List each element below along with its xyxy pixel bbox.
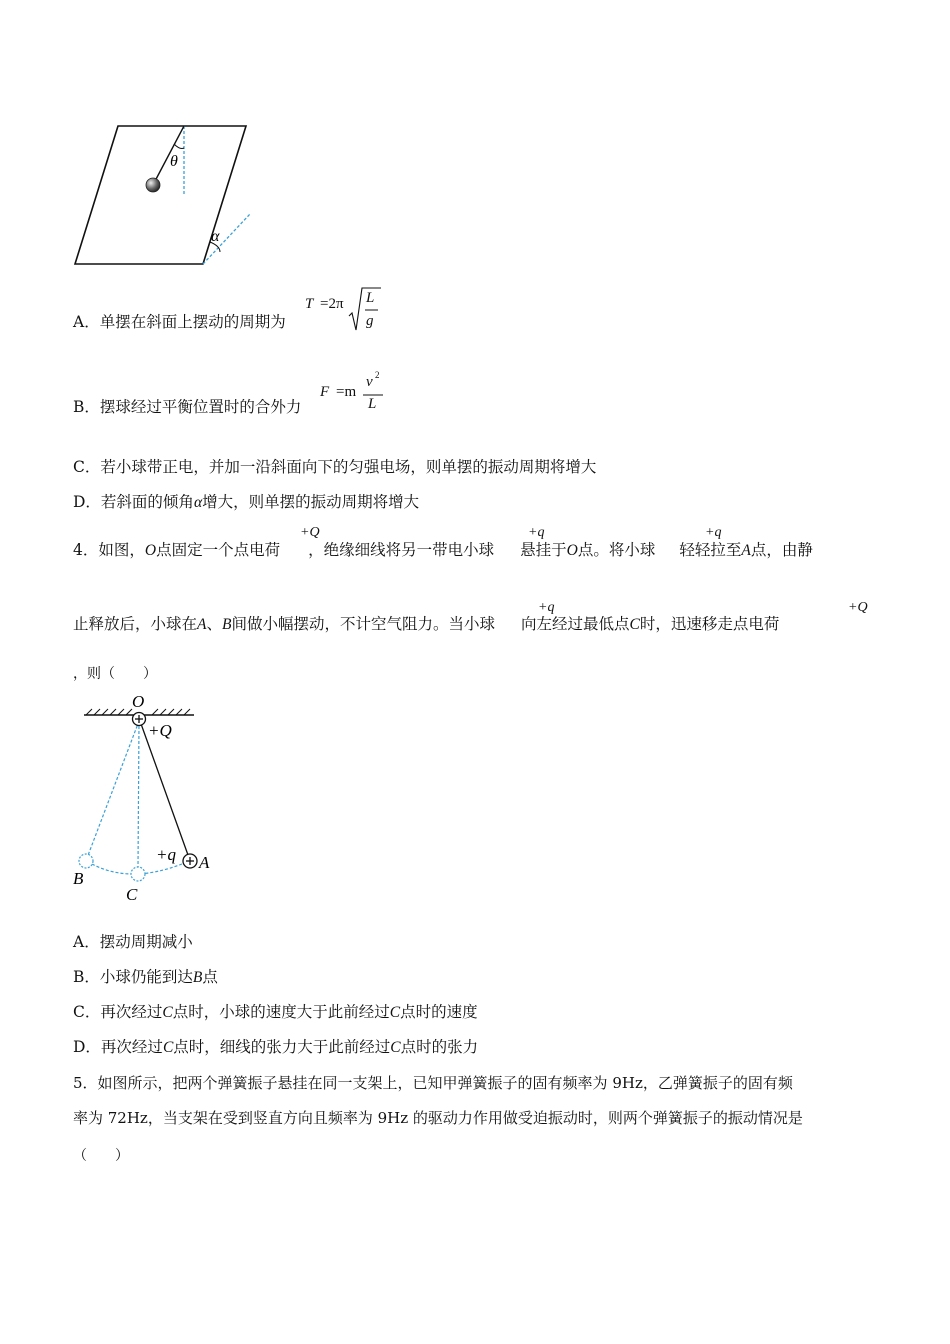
incline-pendulum-figure xyxy=(70,120,260,270)
pendulum-string xyxy=(154,126,184,183)
q5-line-3: （ ） xyxy=(73,1148,129,1164)
ball-at-c xyxy=(131,867,145,881)
charge-q-superscript-2: +q xyxy=(705,525,722,540)
ball-at-b xyxy=(79,854,93,868)
q4-line-1: 4．如图，O点固定一个点电荷 ，绝缘细线将另一带电小球 悬挂于O点。将小球 轻轻拉至A点，由静 xyxy=(73,541,813,559)
charge-q-ball xyxy=(183,854,197,868)
charge-q-superscript-1: +q xyxy=(528,525,545,540)
charge-q-superscript-3: +q xyxy=(538,600,555,615)
theta-arc xyxy=(174,144,184,149)
pendulum-bob xyxy=(146,178,160,192)
charged-pendulum-figure xyxy=(70,690,230,910)
formula-force: F =m v 2 L xyxy=(318,370,388,418)
charge-Q-superscript-2: +Q xyxy=(848,600,868,615)
label-c: C xyxy=(126,885,138,904)
label-a: A xyxy=(199,853,210,872)
q3-option-d: D．若斜面的倾角α增大，则单摆的振动周期将增大 xyxy=(73,493,420,511)
label-plus-q-big: +Q xyxy=(148,721,172,740)
q4-line-3: ，则（ ） xyxy=(73,666,157,682)
q3-option-b: B．摆球经过平衡位置时的合外力 xyxy=(73,398,302,416)
q5-line-2: 率为 72Hz，当支架在受到竖直方向且频率为 9Hz 的驱动力作用做受迫振动时，则两个弹簧振子的振动情况是 xyxy=(73,1109,803,1127)
q5-line-1: 5．如图所示，把两个弹簧振子悬挂在同一支架上，已知甲弹簧振子的固有频率为 9Hz，乙弹簧振子的固有频 xyxy=(73,1074,793,1092)
charge-Q-superscript-1: +Q xyxy=(300,525,320,540)
charge-Q-symbol xyxy=(133,713,146,726)
dashed-string-to-b xyxy=(87,721,139,858)
incline-plane xyxy=(75,126,246,264)
formula-period: T =2π L g xyxy=(303,286,383,336)
pendulum-string xyxy=(140,721,188,855)
q4-line-2: 止释放后，小球在A、B间做小幅摆动，不计空气阻力。当小球 向左经过最低点C时，迅速移走点电荷 xyxy=(73,615,780,633)
dashed-string-to-c xyxy=(138,721,139,868)
label-o: O xyxy=(132,692,145,711)
q4-option-d: D．再次经过C点时，细线的张力大于此前经过C点时的张力 xyxy=(73,1038,479,1056)
label-plus-q-small: +q xyxy=(156,845,176,864)
q4-option-c: C．再次经过C点时，小球的速度大于此前经过C点时的速度 xyxy=(73,1003,478,1021)
q3-option-a: A．单摆在斜面上摆动的周期为 xyxy=(73,313,286,331)
q4-option-b: B．小球仍能到达B点 xyxy=(73,968,218,986)
alpha-label: α xyxy=(211,228,220,245)
sqrt-sign xyxy=(348,286,382,334)
label-b: B xyxy=(73,869,84,888)
theta-label: θ xyxy=(170,153,178,170)
q3-option-c: C．若小球带正电，并加一沿斜面向下的匀强电场，则单摆的振动周期将增大 xyxy=(73,458,597,476)
q4-option-a: A．摆动周期减小 xyxy=(73,933,193,951)
